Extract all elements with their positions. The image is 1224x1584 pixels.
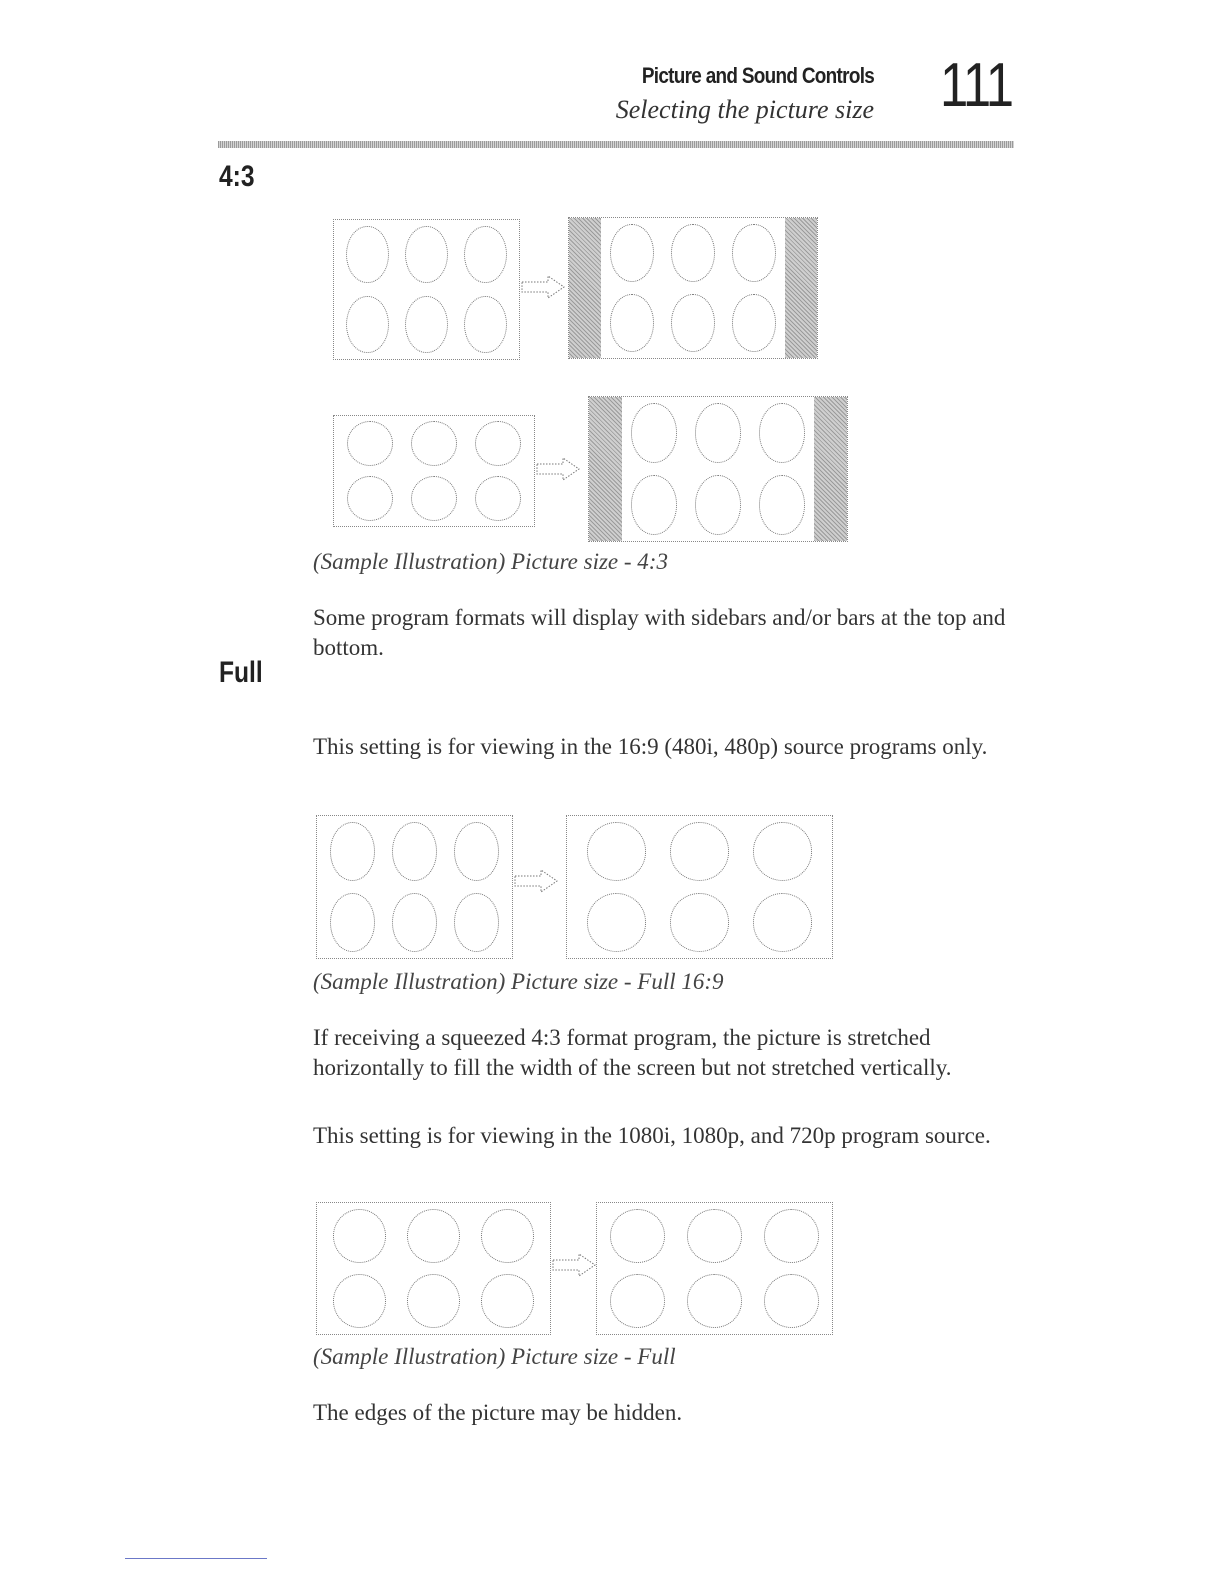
sample-circle: [587, 893, 647, 951]
sample-circle: [464, 296, 506, 353]
sample-circle: [333, 1209, 386, 1263]
sample-circle: [346, 226, 388, 283]
sample-circle: [411, 476, 457, 521]
footer-rule: [125, 1558, 267, 1559]
sample-circle: [481, 1209, 534, 1263]
sample-circle: [695, 403, 741, 462]
sample-circle: [392, 893, 437, 951]
sample-circle: [631, 475, 677, 534]
sample-circle: [330, 893, 375, 951]
sample-circle: [610, 1209, 665, 1263]
paragraph-squeezed: If receiving a squeezed 4:3 format program, the picture is stretched horizontally to fill the width of the screen but not stretched vertically.: [313, 1025, 952, 1080]
sample-circle: [405, 226, 447, 283]
sample-circle: [671, 224, 715, 281]
paragraph-sidebars: Some program formats will display with sidebars and/or bars at the top and bottom.: [313, 605, 1006, 660]
sample-circle: [759, 403, 805, 462]
sample-circle: [411, 421, 457, 466]
sample-circle: [481, 1274, 534, 1328]
sample-circle: [732, 224, 776, 281]
sample-circle: [454, 893, 499, 951]
sample-circle: [454, 822, 499, 880]
sample-circle: [671, 294, 715, 351]
sample-circle: [695, 475, 741, 534]
sample-circle: [759, 475, 805, 534]
sample-circle: [475, 421, 521, 466]
running-header-title: Picture and Sound Controls: [641, 63, 874, 88]
sample-circle: [631, 403, 677, 462]
sample-circle: [764, 1274, 819, 1328]
sample-circle: [392, 822, 437, 880]
display-screen-full: [596, 1202, 833, 1335]
sample-circle: [753, 893, 813, 951]
sample-circle: [407, 1274, 460, 1328]
source-screen: [316, 1202, 551, 1335]
sample-circle: [732, 294, 776, 351]
sample-circle: [347, 421, 393, 466]
sample-circle: [333, 1274, 386, 1328]
sample-circle: [687, 1209, 742, 1263]
sidebar-right: [814, 397, 847, 541]
paragraph-1080: This setting is for viewing in the 1080i, 1080p, and 720p program source.: [313, 1123, 991, 1148]
sample-circle: [610, 224, 654, 281]
paragraph-full-intro: This setting is for viewing in the 16:9 (480i, 480p) source programs only.: [313, 734, 988, 759]
sample-circle: [464, 226, 506, 283]
sample-circle: [475, 476, 521, 521]
display-screen-sidebars: [588, 396, 848, 542]
sample-circle: [587, 822, 647, 880]
running-header-subtitle: Selecting the picture size: [615, 95, 874, 124]
caption-full: (Sample Illustration) Picture size - Full: [313, 1344, 676, 1369]
display-screen-full: [566, 815, 833, 959]
caption-4-3: (Sample Illustration) Picture size - 4:3: [313, 549, 668, 574]
arrow-right-icon: [520, 274, 566, 300]
sample-circle: [347, 476, 393, 521]
sample-circle: [346, 296, 388, 353]
sample-circle: [670, 893, 730, 951]
arrow-right-icon: [551, 1252, 597, 1278]
section-heading-4-3: 4:3: [219, 160, 255, 193]
source-screen: [333, 219, 520, 360]
caption-full-16-9: (Sample Illustration) Picture size - Full 16:9: [313, 969, 724, 994]
sidebar-left: [589, 397, 622, 541]
section-heading-full: Full: [219, 656, 263, 689]
sample-circle: [753, 822, 813, 880]
arrow-right-icon: [535, 456, 581, 482]
sample-circle: [405, 296, 447, 353]
paragraph-edges: The edges of the picture may be hidden.: [313, 1400, 683, 1425]
sample-circle: [687, 1274, 742, 1328]
sample-circle: [764, 1209, 819, 1263]
source-screen: [333, 415, 535, 527]
sidebar-right: [785, 218, 817, 358]
header-rule: [218, 141, 1014, 148]
sample-circle: [407, 1209, 460, 1263]
sample-circle: [610, 294, 654, 351]
sidebar-left: [569, 218, 601, 358]
sample-circle: [330, 822, 375, 880]
source-screen: [316, 815, 513, 959]
sample-circle: [610, 1274, 665, 1328]
arrow-right-icon: [513, 868, 559, 894]
sample-circle: [670, 822, 730, 880]
page-number: 111: [940, 51, 1013, 120]
display-screen-sidebars: [568, 217, 818, 359]
